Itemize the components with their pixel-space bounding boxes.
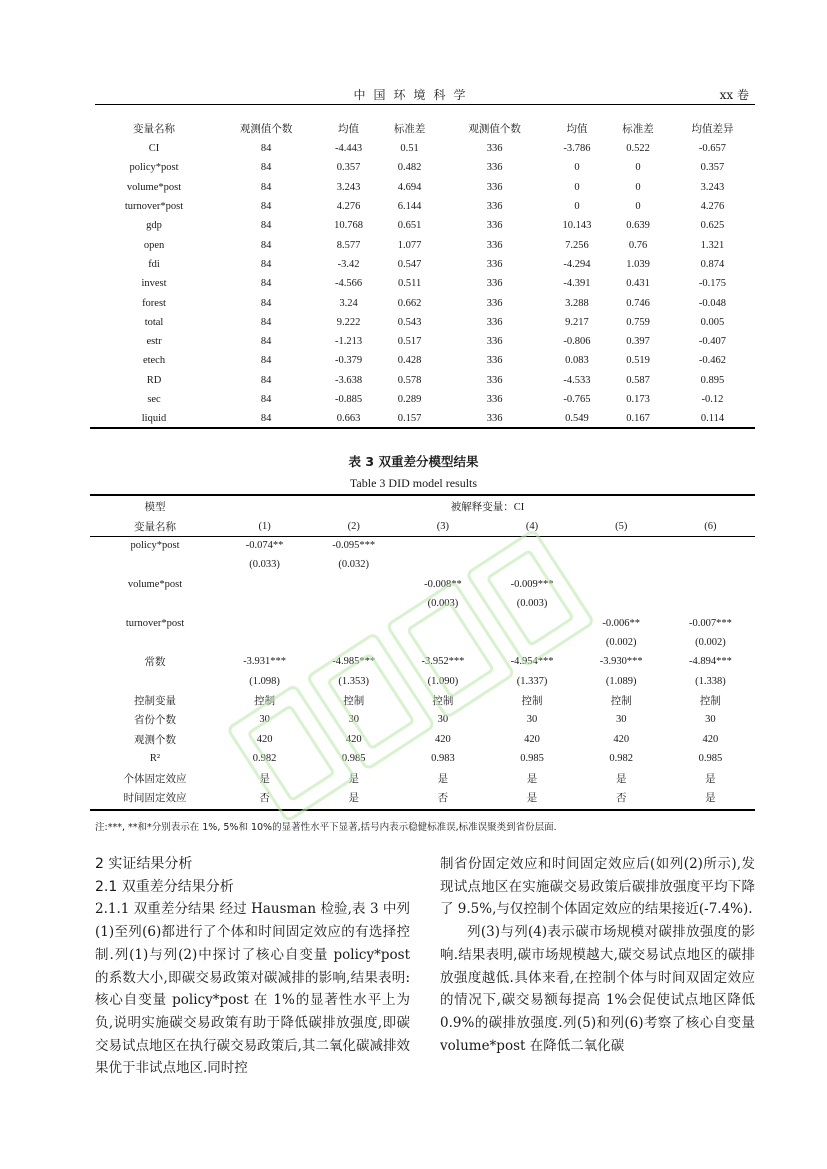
table-cell: 336 bbox=[486, 143, 503, 155]
table-cell: 9.217 bbox=[565, 316, 589, 328]
table-cell: (0.003) bbox=[516, 598, 548, 610]
table-cell: 控制 bbox=[254, 696, 276, 708]
table-cell: -4.954*** bbox=[510, 656, 554, 668]
table-cell: -0.074** bbox=[245, 539, 284, 551]
table-cell: -0.885 bbox=[334, 394, 363, 405]
table-cell: 336 bbox=[486, 162, 503, 174]
table-cell bbox=[398, 555, 487, 574]
table-cell: 控制变量 bbox=[134, 696, 176, 708]
table-row bbox=[90, 768, 755, 787]
table-cell: -0.379 bbox=[334, 355, 363, 367]
table-row bbox=[90, 788, 755, 807]
dependent-variable-label: 被解释变量：CI bbox=[450, 502, 525, 514]
table-cell: -0.007*** bbox=[688, 617, 732, 629]
table-cell: 0.982 bbox=[609, 753, 634, 765]
table-cell: 84 bbox=[260, 181, 272, 193]
table-cell: 1.321 bbox=[700, 239, 725, 251]
table-cell bbox=[309, 633, 398, 652]
table-row bbox=[95, 139, 755, 158]
subsection-heading: 2.1 双重差分结果分析 bbox=[95, 878, 234, 895]
table-cell: 0.547 bbox=[397, 258, 422, 270]
table-cell: -4.443 bbox=[334, 143, 363, 155]
table-cell: 84 bbox=[260, 143, 272, 155]
table-cell: 否 bbox=[437, 793, 449, 805]
body-paragraph: 2.1.1 双重差分结果 经过 Hausman 检验,表 3 中列(1)至列(6)都进行了个体和时间固定效应的有选择控制.列(1)与列(2)中探讨了核心自变量 policy*post 的系数大小,即碳交易政策对碳减排的影响,结果表明:核心自变量 policy*post 在 1%的显著性水平上为负,说明实施碳交易政策有助于降低碳排放强度,即碳交易试点地区在执行碳交易政策后,其二氧化碳减排效果优于非试点地区.同时控 bbox=[95, 901, 410, 1077]
table-row bbox=[95, 235, 755, 254]
table3-caption-en: Table 3 DID model results bbox=[349, 476, 478, 490]
table-row bbox=[90, 633, 755, 652]
table-cell: estr bbox=[146, 336, 162, 348]
table-row bbox=[95, 332, 755, 351]
table-row bbox=[90, 710, 755, 729]
table-cell: 0.759 bbox=[626, 316, 650, 328]
table-cell bbox=[487, 613, 576, 632]
table-cell bbox=[487, 536, 576, 555]
table-cell: 常数 bbox=[144, 657, 166, 669]
table-cell: gdp bbox=[146, 220, 162, 232]
table-row bbox=[95, 371, 755, 390]
table-cell: -0.765 bbox=[563, 394, 591, 405]
right-column bbox=[440, 853, 755, 1057]
table-cell bbox=[577, 536, 666, 555]
table-row bbox=[90, 594, 755, 613]
table-cell: 3.24 bbox=[339, 297, 358, 309]
table-cell: 0 bbox=[574, 181, 580, 193]
table-cell: 0.874 bbox=[700, 258, 725, 270]
table-row bbox=[95, 409, 755, 428]
table2-bottom-rule bbox=[90, 427, 755, 429]
table-cell: liquid bbox=[141, 413, 167, 425]
table-row bbox=[95, 255, 755, 274]
table-cell: 0.083 bbox=[565, 355, 589, 367]
table-cell: 420 bbox=[345, 733, 362, 745]
column-number: (5) bbox=[615, 520, 628, 532]
table-cell: -0.048 bbox=[698, 297, 727, 309]
header-rule bbox=[95, 104, 755, 105]
table-cell: 420 bbox=[524, 733, 540, 745]
table-cell bbox=[220, 613, 309, 632]
table-cell: R² bbox=[149, 753, 161, 765]
table-cell: 0.114 bbox=[700, 413, 725, 425]
table-cell: 84 bbox=[260, 355, 272, 367]
table-cell bbox=[666, 555, 755, 574]
table-cell: 1.077 bbox=[397, 239, 422, 251]
table-cell: 84 bbox=[260, 220, 272, 232]
table-cell: 0 bbox=[574, 201, 580, 213]
table-cell: volume*post bbox=[127, 578, 183, 590]
table-cell: -0.462 bbox=[698, 355, 727, 367]
table-cell: CI bbox=[148, 143, 160, 155]
table-cell: -0.006** bbox=[602, 617, 641, 629]
table-cell: 0.639 bbox=[626, 220, 650, 232]
table-row bbox=[95, 158, 755, 177]
table-cell: 控制 bbox=[610, 696, 632, 708]
table-note: 注:***, **和*分别表示在 1%, 5%和 10%的显著性水平下显著,括号内表示稳健标准误,标准误聚类到省份层面. bbox=[95, 822, 557, 833]
table-cell: 6.144 bbox=[397, 201, 422, 213]
table-cell bbox=[90, 633, 220, 652]
table-cell: -0.175 bbox=[698, 278, 727, 290]
table-cell: 0.357 bbox=[700, 162, 725, 174]
table-cell: 336 bbox=[486, 316, 503, 328]
table-cell: -3.931*** bbox=[243, 656, 287, 668]
table-cell: 30 bbox=[259, 714, 270, 726]
table-cell: 是 bbox=[348, 773, 359, 785]
table-cell: 30 bbox=[437, 714, 449, 726]
column-number: (1) bbox=[258, 520, 271, 532]
table-row bbox=[95, 293, 755, 312]
table-cell: 0.522 bbox=[626, 143, 650, 155]
table-cell: 420 bbox=[613, 733, 630, 745]
table-cell: 3.243 bbox=[336, 181, 361, 193]
column-header: 变量名称 bbox=[133, 123, 176, 135]
table-cell: 336 bbox=[486, 201, 503, 213]
column-number: (4) bbox=[525, 520, 539, 532]
table-cell bbox=[90, 594, 220, 613]
table-cell: 控制 bbox=[432, 696, 454, 708]
table-cell: 336 bbox=[486, 239, 503, 251]
table-cell: (0.033) bbox=[249, 559, 280, 571]
column-header: 观测值个数 bbox=[239, 123, 293, 135]
table-cell: -3.42 bbox=[337, 258, 360, 270]
table-cell: -4.294 bbox=[563, 258, 591, 270]
table-row bbox=[90, 691, 755, 710]
table-cell: 是 bbox=[526, 793, 538, 805]
table-cell: 是 bbox=[348, 793, 359, 805]
table-cell bbox=[220, 594, 309, 613]
table-cell: 84 bbox=[260, 316, 272, 328]
table-cell: -0.657 bbox=[698, 143, 727, 155]
table-cell: 是 bbox=[526, 773, 538, 785]
table-cell bbox=[309, 613, 398, 632]
table-cell: -3.638 bbox=[334, 374, 363, 386]
table-cell: 0.482 bbox=[397, 162, 422, 174]
model-label: 模型 bbox=[144, 502, 166, 514]
table-cell: (1.089) bbox=[605, 675, 637, 687]
table-cell bbox=[398, 536, 487, 555]
table-cell: 0 bbox=[635, 162, 641, 174]
table3-top-rule bbox=[90, 494, 755, 496]
table-cell: (1.353) bbox=[338, 675, 370, 687]
table-cell: 是 bbox=[705, 793, 716, 805]
table-cell: 336 bbox=[486, 258, 503, 270]
table-cell: 84 bbox=[260, 374, 272, 386]
table-cell: 336 bbox=[486, 413, 503, 425]
table-cell: 84 bbox=[260, 239, 272, 251]
table-cell: 420 bbox=[435, 733, 451, 745]
table-cell: 0.625 bbox=[700, 220, 725, 232]
table-cell bbox=[487, 555, 576, 574]
table-cell: 4.276 bbox=[700, 201, 725, 213]
table-cell bbox=[220, 575, 309, 594]
column-number: (2) bbox=[347, 520, 360, 532]
table-cell: 420 bbox=[256, 733, 273, 745]
table-cell: -4.533 bbox=[563, 374, 591, 386]
table-cell bbox=[220, 633, 309, 652]
table-cell: -0.806 bbox=[563, 336, 591, 348]
table-cell: 0.357 bbox=[336, 162, 361, 174]
table-cell: 控制 bbox=[521, 696, 543, 708]
table-cell: 336 bbox=[486, 278, 503, 290]
table-cell: fdi bbox=[148, 258, 160, 270]
table-cell: 84 bbox=[260, 278, 272, 290]
table-cell: 0.005 bbox=[700, 316, 725, 328]
table-cell bbox=[398, 613, 487, 632]
variable-name-header: 变量名称 bbox=[134, 521, 176, 533]
table-cell: 0.983 bbox=[431, 753, 455, 765]
column-number: (3) bbox=[436, 520, 450, 532]
table-cell: (0.002) bbox=[605, 636, 637, 648]
table-cell: -1.213 bbox=[334, 336, 363, 348]
table-cell: 0.519 bbox=[626, 355, 650, 367]
table-cell: 336 bbox=[486, 336, 503, 348]
table-cell: -0.095*** bbox=[332, 539, 376, 551]
table-cell: 是 bbox=[259, 773, 270, 785]
body-paragraph: 制省份固定效应和时间固定效应后(如列(2)所示),发现试点地区在实施碳交易政策后碳排放强度平均下降了 9.5%,与仅控制个体固定效应的结果接近(-7.4%). bbox=[440, 856, 755, 918]
table-cell: 0.397 bbox=[626, 336, 650, 348]
table-cell bbox=[666, 575, 755, 594]
column-header: 标准差 bbox=[622, 123, 654, 135]
table-cell: 0.431 bbox=[626, 278, 650, 290]
table-cell: 10.143 bbox=[562, 220, 592, 232]
table-header-row bbox=[95, 117, 755, 139]
table-cell: 否 bbox=[615, 793, 627, 805]
table-cell: sec bbox=[147, 394, 161, 405]
section-heading: 2 实证结果分析 bbox=[95, 856, 193, 872]
table-cell: -4.566 bbox=[334, 278, 363, 290]
table-cell bbox=[666, 536, 755, 555]
table-cell: -3.952*** bbox=[421, 656, 465, 668]
table-row bbox=[90, 575, 755, 594]
column-header: 标准差 bbox=[393, 123, 426, 135]
column-header: 观测值个数 bbox=[468, 123, 521, 135]
table-cell: 0.662 bbox=[397, 297, 422, 309]
table-cell: 是 bbox=[615, 773, 627, 785]
table-cell: 30 bbox=[615, 714, 627, 726]
table-row bbox=[90, 652, 755, 671]
table-cell: (0.002) bbox=[695, 636, 726, 648]
table-cell: 10.768 bbox=[334, 220, 363, 232]
table-cell: 0.895 bbox=[700, 374, 725, 386]
table-cell bbox=[90, 672, 220, 691]
table-cell: invest bbox=[141, 278, 167, 290]
table-cell: 0 bbox=[635, 181, 641, 193]
table-cell: -4.985*** bbox=[332, 656, 376, 668]
table-cell: 0.587 bbox=[626, 374, 650, 386]
table-row bbox=[95, 313, 755, 332]
table3-bottom-rule bbox=[90, 809, 755, 811]
table-cell: 是 bbox=[705, 773, 716, 785]
table-cell: forest bbox=[142, 297, 166, 309]
table-cell: (0.003) bbox=[427, 598, 459, 610]
table-cell: 84 bbox=[260, 297, 272, 309]
column-number: (6) bbox=[704, 520, 717, 532]
table-cell: 84 bbox=[260, 394, 272, 405]
table-cell: (1.098) bbox=[249, 675, 280, 687]
table-cell: 30 bbox=[348, 714, 359, 726]
table-cell: 84 bbox=[260, 413, 272, 425]
table-cell: 0.428 bbox=[397, 355, 422, 367]
table-cell: turnover*post bbox=[125, 617, 185, 629]
table-cell: 0.982 bbox=[252, 753, 277, 765]
table-cell: 0.663 bbox=[336, 413, 361, 425]
table-cell: 0.167 bbox=[626, 413, 650, 425]
table-row bbox=[90, 672, 755, 691]
table-cell: (1.337) bbox=[516, 675, 548, 687]
table-cell: 4.694 bbox=[397, 181, 422, 193]
table-row bbox=[90, 730, 755, 749]
table-header-row bbox=[90, 497, 755, 516]
table-cell: policy*post bbox=[130, 539, 180, 551]
column-number-row bbox=[90, 516, 755, 535]
table-cell: 84 bbox=[260, 336, 272, 348]
table-row bbox=[90, 536, 755, 555]
body-paragraph: 列(3)与列(4)表示碳市场规模对碳排放强度的影响.结果表明,碳市场规模越大,碳交易试点地区的碳排放强度越低.具体来看,在控制个体与时间双固定效应的情况下,碳交易额每提高 1%会促使试点地区降低 0.9%的碳排放强度.列(5)和列(6)考察了核心自变量 volume*post 在降低二氧化碳 bbox=[440, 924, 755, 1054]
journal-title: 中国环境科学 bbox=[353, 88, 474, 102]
table-cell: volume*post bbox=[126, 181, 182, 193]
table-cell: 336 bbox=[486, 181, 503, 193]
table-cell: 0.746 bbox=[626, 297, 650, 309]
volume-label: xx 卷 bbox=[719, 88, 749, 102]
table-row bbox=[90, 749, 755, 768]
table-cell: 省份个数 bbox=[134, 715, 176, 727]
table-cell: (1.090) bbox=[427, 675, 459, 687]
table-cell: 84 bbox=[260, 201, 272, 213]
table-cell: 336 bbox=[486, 374, 503, 386]
table-row bbox=[95, 274, 755, 293]
table-cell bbox=[487, 633, 576, 652]
table-row bbox=[95, 390, 755, 409]
table-row bbox=[90, 555, 755, 574]
did-results-table bbox=[90, 497, 755, 807]
table-cell: 个体固定效应 bbox=[123, 773, 187, 785]
table-cell: -0.12 bbox=[701, 394, 724, 405]
table-cell: 0.517 bbox=[397, 336, 422, 348]
table-cell: 0.651 bbox=[397, 220, 422, 232]
table-cell: 336 bbox=[486, 220, 503, 232]
table-cell: -0.407 bbox=[698, 336, 727, 348]
table-cell: policy*post bbox=[129, 162, 179, 174]
table-cell: total bbox=[144, 316, 164, 328]
table-cell bbox=[577, 594, 666, 613]
column-header: 均值差异 bbox=[691, 123, 734, 135]
table-cell: -4.894*** bbox=[688, 656, 732, 668]
table-cell bbox=[309, 575, 398, 594]
table-cell bbox=[398, 633, 487, 652]
table-cell: 1.039 bbox=[626, 258, 650, 270]
table-cell: 30 bbox=[526, 714, 538, 726]
table-cell: 336 bbox=[486, 394, 503, 405]
table-cell bbox=[309, 594, 398, 613]
table-cell: (0.032) bbox=[338, 559, 370, 571]
table-cell: 0.549 bbox=[565, 413, 589, 425]
table-cell: 336 bbox=[486, 297, 503, 309]
column-header: 均值 bbox=[338, 123, 360, 135]
table-cell: 9.222 bbox=[336, 316, 361, 328]
table-cell: 0.157 bbox=[397, 413, 422, 425]
table-cell: 0.985 bbox=[520, 753, 544, 765]
table-cell: 0 bbox=[635, 201, 641, 213]
table3-header-rule bbox=[90, 536, 755, 537]
table-cell: 0.51 bbox=[400, 143, 419, 155]
table-cell: 7.256 bbox=[565, 239, 589, 251]
table-cell: etech bbox=[142, 355, 166, 367]
table-cell: -0.008** bbox=[424, 578, 462, 590]
table-cell: 0.289 bbox=[397, 394, 422, 405]
table-cell: 0 bbox=[574, 162, 580, 174]
table-cell: 0.511 bbox=[397, 278, 422, 290]
table-cell: 3.288 bbox=[565, 297, 589, 309]
table-cell: 控制 bbox=[343, 696, 365, 708]
table-cell: 是 bbox=[437, 773, 449, 785]
table-cell: 84 bbox=[260, 162, 272, 174]
column-header: 均值 bbox=[566, 123, 588, 135]
table-cell: 0.173 bbox=[626, 394, 650, 405]
table-cell: 0.76 bbox=[628, 239, 648, 251]
table-row bbox=[95, 216, 755, 235]
table-cell: 30 bbox=[705, 714, 716, 726]
table-cell bbox=[577, 555, 666, 574]
table-cell: 336 bbox=[486, 355, 503, 367]
table-cell: 420 bbox=[702, 733, 719, 745]
table-cell: 3.243 bbox=[700, 181, 725, 193]
table-cell: 控制 bbox=[699, 696, 721, 708]
table-cell: (1.338) bbox=[695, 675, 726, 687]
table-cell bbox=[577, 575, 666, 594]
table-cell: 0.578 bbox=[397, 374, 422, 386]
table-cell: open bbox=[143, 239, 165, 251]
left-column bbox=[95, 853, 410, 1080]
table-row bbox=[95, 178, 755, 197]
table-cell: 观测个数 bbox=[134, 734, 176, 746]
table-row bbox=[95, 351, 755, 370]
table-cell: turnover*post bbox=[124, 201, 184, 213]
table-cell: 0.543 bbox=[397, 316, 422, 328]
table-cell: 0.985 bbox=[698, 753, 723, 765]
table-cell bbox=[90, 555, 220, 574]
table-row bbox=[90, 613, 755, 632]
table-cell: 时间固定效应 bbox=[123, 793, 187, 805]
table-cell bbox=[666, 594, 755, 613]
descriptive-stats-table bbox=[95, 117, 755, 428]
table-cell: -3.930*** bbox=[599, 656, 643, 668]
table-cell: RD bbox=[146, 374, 162, 386]
table3-caption-cn: 表 3 双重差分模型结果 bbox=[348, 454, 479, 469]
table-cell: 8.577 bbox=[336, 239, 361, 251]
table-cell: -4.391 bbox=[563, 278, 591, 290]
table-cell: 0.985 bbox=[341, 753, 366, 765]
table-row bbox=[95, 197, 755, 216]
table-cell: 4.276 bbox=[336, 201, 361, 213]
table-cell: -0.009*** bbox=[510, 578, 554, 590]
table-cell: 84 bbox=[260, 258, 272, 270]
table-cell: -3.786 bbox=[563, 143, 591, 155]
table-cell: 否 bbox=[259, 793, 270, 805]
